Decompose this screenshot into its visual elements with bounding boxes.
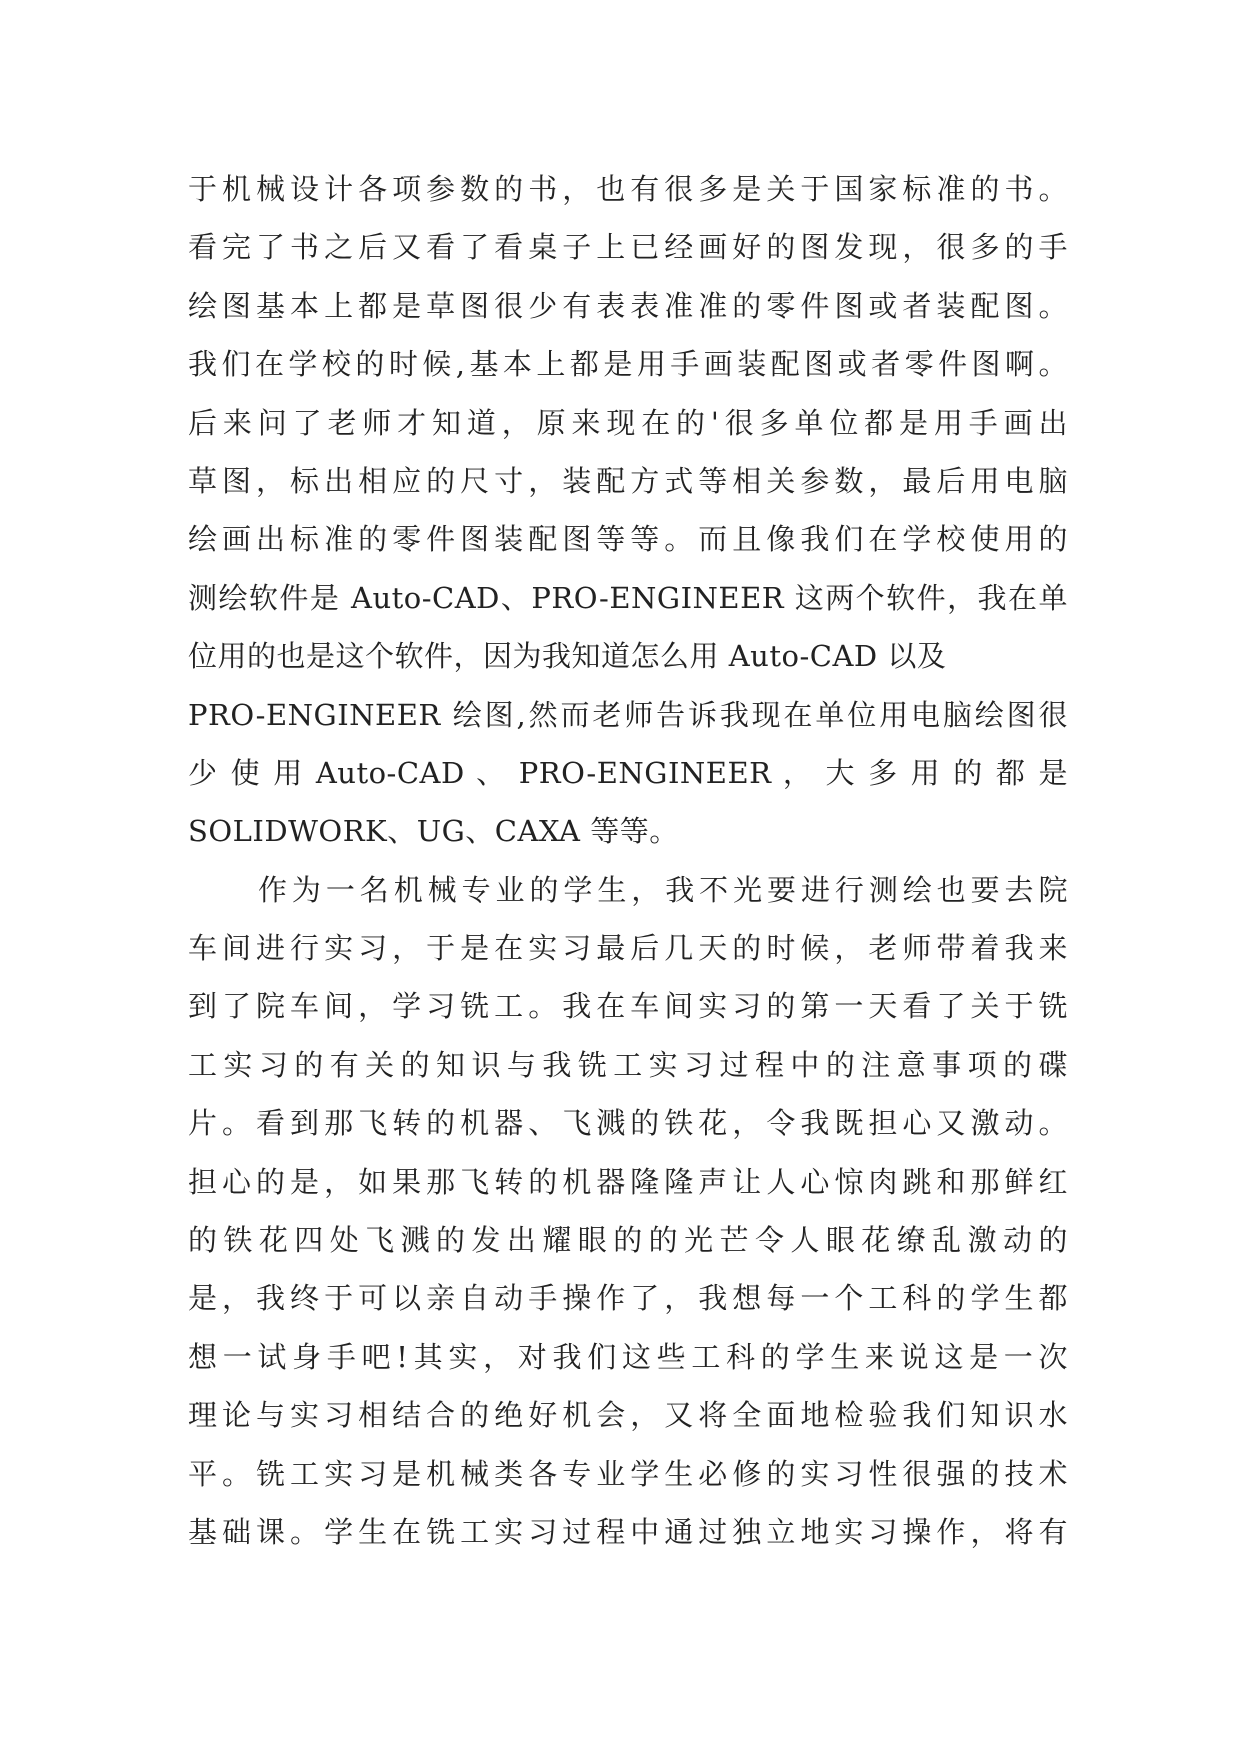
text-line-7: 绘画出标准的零件图装配图等等。而且像我们在学校使用的	[188, 522, 1068, 557]
text-line-21: 想一试身手吧!其实，对我们这些工科的学生来说这是一次	[188, 1339, 1068, 1374]
text-line-22: 理论与实习相结合的绝好机会，又将全面地检验我们知识水	[188, 1398, 1068, 1433]
text-line-14: 车间进行实习，于是在实习最后几天的时候，老师带着我来	[188, 931, 1068, 966]
text-line-24: 基础课。学生在铣工实习过程中通过独立地实习操作，将有	[188, 1514, 1068, 1549]
text-line-20: 是，我终于可以亲自动手操作了，我想每一个工科的学生都	[188, 1281, 1068, 1316]
text-line-3: 绘图基本上都是草图很少有表表准准的零件图或者装配图。	[188, 288, 1068, 323]
body-text	[188, 160, 1068, 1561]
text-line-1: 于机械设计各项参数的书，也有很多是关于国家标准的书。	[188, 172, 1068, 206]
text-line-9: 位用的也是这个软件，因为我知道怎么用 Auto-CAD 以及	[188, 639, 947, 674]
text-line-16: 工实习的有关的知识与我铣工实习过程中的注意事项的碟	[188, 1047, 1068, 1082]
text-line-17: 片。看到那飞转的机器、飞溅的铁花，令我既担心又激动。	[188, 1106, 1068, 1141]
text-line-4: 我们在学校的时候,基本上都是用手画装配图或者零件图啊。	[188, 347, 1068, 382]
text-line-8: 测绘软件是 Auto-CAD、PRO-ENGINEER 这两个软件，我在单	[188, 580, 1068, 615]
text-line-11: 少 使 用 Auto-CAD 、 PRO-ENGINEER ， 大 多 用 的 都 是	[188, 755, 1068, 790]
text-line-10: PRO-ENGINEER 绘图,然而老师告诉我现在单位用电脑绘图很	[188, 697, 1068, 732]
text-line-23: 平。铣工实习是机械类各专业学生必修的实习性很强的技术	[188, 1456, 1068, 1491]
text-line-19: 的铁花四处飞溅的发出耀眼的的光芒令人眼花缭乱激动的	[188, 1223, 1068, 1258]
text-line-5: 后来问了老师才知道，原来现在的'很多单位都是用手画出	[188, 405, 1068, 440]
text-line-2: 看完了书之后又看了看桌子上已经画好的图发现，很多的手	[188, 230, 1068, 265]
text-line-6: 草图，标出相应的尺寸，装配方式等相关参数，最后用电脑	[188, 463, 1068, 498]
text-line-12: SOLIDWORK、UG、CAXA 等等。	[188, 814, 679, 849]
paragraph-start-line: 作为一名机械专业的学生，我不光要进行测绘也要去院	[258, 872, 1068, 907]
text-line-15: 到了院车间，学习铣工。我在车间实习的第一天看了关于铣	[188, 989, 1068, 1024]
text-line-18: 担心的是，如果那飞转的机器隆隆声让人心惊肉跳和那鲜红	[188, 1164, 1068, 1199]
